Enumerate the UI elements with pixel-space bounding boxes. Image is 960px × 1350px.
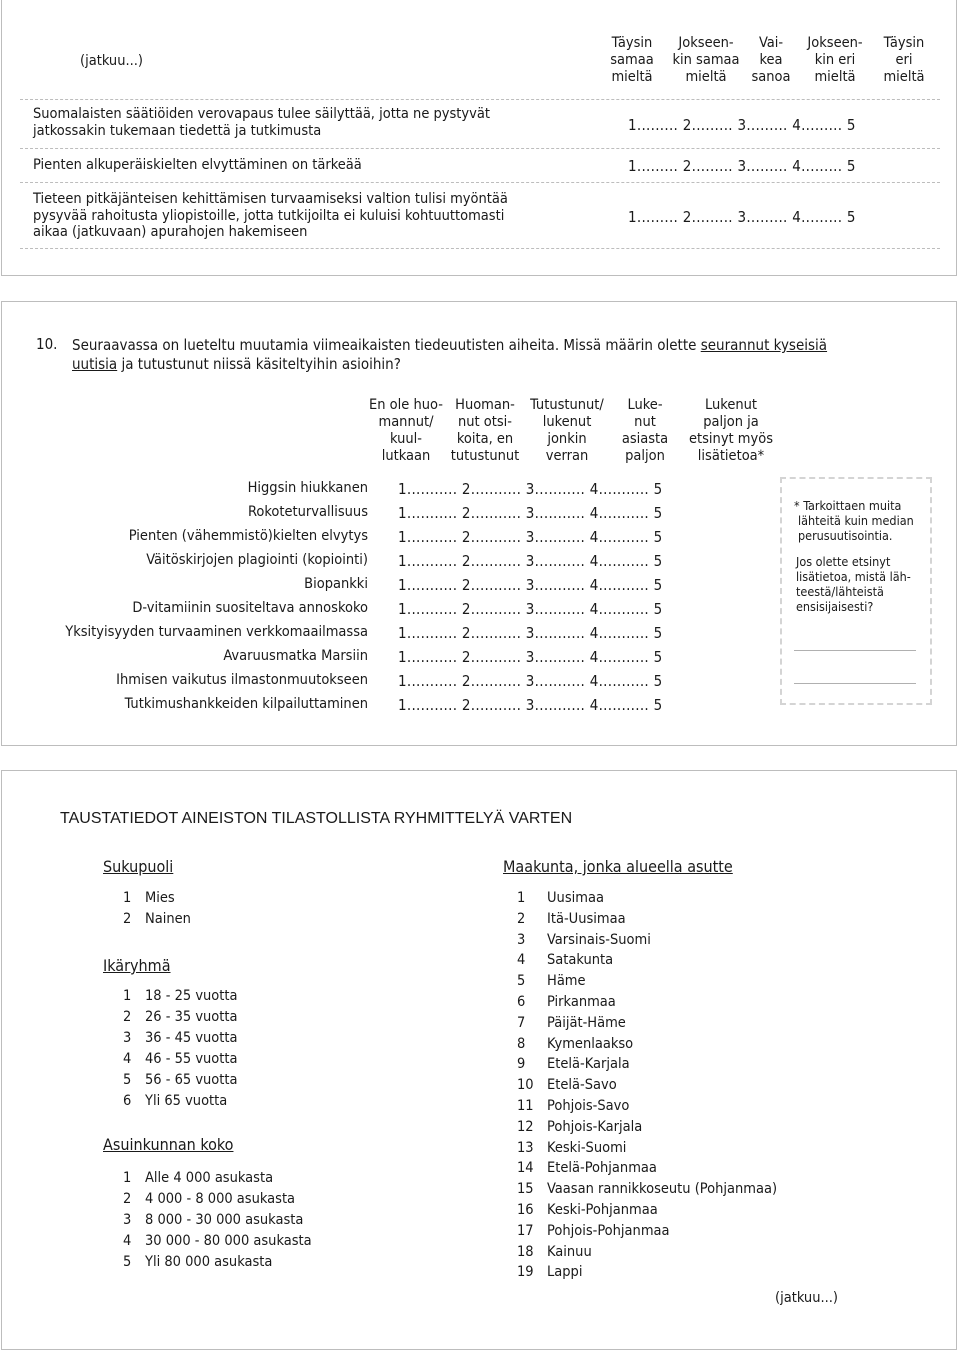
header-cannot-say: Vai- kea sanoa — [751, 35, 791, 85]
header-read-somewhat: Tutustunut/ lukenut jonkin verran — [530, 397, 604, 464]
topic-scale[interactable]: 1........... 2........... 3........... 4........... 5 — [398, 480, 663, 498]
topic-scale[interactable]: 1........... 2........... 3........... 4........... 5 — [398, 672, 663, 690]
region-option[interactable]: 2 Itä-Uusimaa — [517, 910, 626, 927]
region-option[interactable]: 8 Kymenlaakso — [517, 1035, 634, 1052]
topic-scale[interactable]: 1........... 2........... 3........... 4........... 5 — [398, 528, 663, 546]
municipality-options — [123, 1168, 312, 1273]
topic-label: Rokoteturvallisuus — [247, 504, 368, 520]
region-option[interactable]: 10 Etelä-Savo — [517, 1077, 617, 1094]
gender-option[interactable]: 2 Nainen — [123, 911, 191, 927]
region-option[interactable]: 12 Pohjois-Karjala — [517, 1118, 643, 1135]
topic-label: Higgsin hiukkanen — [247, 480, 368, 496]
region-options — [517, 888, 777, 1283]
region-option[interactable]: 14 Etelä-Pohjanmaa — [517, 1160, 657, 1177]
note-box — [780, 477, 932, 705]
region-option[interactable]: 11 Pohjois-Savo — [517, 1097, 630, 1114]
topic-label: Yksityisyyden turvaaminen verkkomaailmassa — [65, 624, 368, 640]
topic-scale[interactable]: 1........... 2........... 3........... 4........... 5 — [398, 552, 663, 570]
topic-label: Avaruusmatka Marsiin — [223, 648, 368, 664]
topic-scale[interactable]: 1........... 2........... 3........... 4........... 5 — [398, 696, 663, 714]
region-option[interactable]: 5 Häme — [517, 973, 586, 990]
statement-university-funding-scale[interactable]: 1......... 2......... 3......... 4......... 5 — [628, 208, 856, 226]
region-option[interactable]: 15 Vaasan rannikkoseutu (Pohjanmaa) — [517, 1181, 778, 1198]
age-option[interactable]: 1 18 - 25 vuotta — [123, 988, 238, 1004]
header-somewhat-disagree: Jokseen- kin eri mieltä — [807, 35, 863, 85]
gender-option[interactable]: 1 Mies — [123, 890, 175, 906]
municipality-option[interactable]: 3 8 000 - 30 000 asukasta — [123, 1212, 304, 1228]
statement-indigenous-languages: Pienten alkuperäiskielten elvyttäminen on tärkeää — [33, 157, 362, 173]
statement-foundation-tax: Suomalaisten säätiöiden verovapaus tulee säilyttää, jotta ne pystyvät jatkossakin tukemaan tiedettä ja tutkimusta — [33, 106, 490, 139]
age-option[interactable]: 3 36 - 45 vuotta — [123, 1030, 238, 1046]
age-option[interactable]: 2 26 - 35 vuotta — [123, 1009, 238, 1025]
municipality-option[interactable]: 4 30 000 - 80 000 asukasta — [123, 1233, 312, 1249]
statement-university-funding: Tieteen pitkäjänteisen kehittämisen turvaamiseksi valtion tulisi myöntää pysyvää rahoitusta yliopistoille, jotta tutkijoilta ei kuluisi kohtuuttomasti aikaa (jatkuvaan) apurahojen hakemiseen — [33, 191, 508, 240]
gender-heading: Sukupuoli — [103, 857, 174, 876]
topic-label: Pienten (vähemmistö)kielten elvytys — [128, 528, 368, 544]
question-10-text: Seuraavassa on lueteltu muutamia viimeaikaisten tiedeuutisten aiheita. Missä määrin olette seurannut kyseisiä uutisia ja tutustunut niissä käsiteltyihin asioihin? — [72, 336, 828, 373]
topic-label: Biopankki — [304, 576, 368, 592]
region-option[interactable]: 9 Etelä-Karjala — [517, 1056, 630, 1073]
municipality-heading: Asuinkunnan koko — [103, 1135, 234, 1154]
age-option[interactable]: 6 Yli 65 vuotta — [123, 1093, 228, 1109]
municipality-option[interactable]: 2 4 000 - 8 000 asukasta — [123, 1191, 296, 1207]
background-title: TAUSTATIEDOT AINEISTON TILASTOLLISTA RYHMITTELYÄ VARTEN — [60, 810, 573, 827]
topic-label: Väitöskirjojen plagiointi (kopiointi) — [146, 552, 368, 568]
region-option[interactable]: 6 Pirkanmaa — [517, 993, 616, 1010]
topic-scale[interactable]: 1........... 2........... 3........... 4........... 5 — [398, 624, 663, 642]
region-heading: Maakunta, jonka alueella asutte — [503, 857, 733, 876]
region-option[interactable]: 1 Uusimaa — [517, 890, 604, 906]
region-option[interactable]: 7 Päijät-Häme — [517, 1014, 626, 1031]
age-option[interactable]: 5 56 - 65 vuotta — [123, 1072, 238, 1088]
age-option[interactable]: 4 46 - 55 vuotta — [123, 1051, 238, 1067]
region-option[interactable]: 13 Keski-Suomi — [517, 1139, 627, 1156]
topic-label: D-vitamiinin suositeltava annoskoko — [132, 600, 368, 616]
region-option[interactable]: 16 Keski-Pohjanmaa — [517, 1201, 658, 1218]
region-option[interactable]: 3 Varsinais-Suomi — [517, 931, 651, 948]
region-option[interactable]: 4 Satakunta — [517, 952, 614, 969]
header-not-heard: En ole huo- mannut/ kuul- lutkaan — [369, 397, 443, 464]
statement-foundation-tax-scale[interactable]: 1......... 2......... 3......... 4......... 5 — [628, 116, 856, 134]
topic-scale[interactable]: 1........... 2........... 3........... 4........... 5 — [398, 576, 663, 594]
topic-scale[interactable]: 1........... 2........... 3........... 4........... 5 — [398, 504, 663, 522]
note-footnote: * Tarkoittaen muita lähteitä kuin median perusuutisointia. — [794, 498, 914, 543]
header-read-a-lot: Luke- nut asiasta paljon — [621, 397, 669, 464]
continued-label: (jatkuu...) — [80, 53, 143, 69]
note-answer-line[interactable] — [794, 650, 916, 651]
topic-label: Tutkimushankkeiden kilpailuttaminen — [124, 696, 368, 712]
region-option[interactable]: 19 Lappi — [517, 1264, 583, 1281]
topic-scale[interactable]: 1........... 2........... 3........... 4........... 5 — [398, 600, 663, 618]
topic-scale[interactable]: 1........... 2........... 3........... 4........... 5 — [398, 648, 663, 666]
statement-indigenous-languages-scale[interactable]: 1......... 2......... 3......... 4......... 5 — [628, 157, 856, 175]
municipality-option[interactable]: 5 Yli 80 000 asukasta — [123, 1254, 273, 1270]
header-strongly-disagree: Täysin eri mieltä — [883, 35, 925, 85]
gender-options — [123, 888, 191, 930]
header-somewhat-agree: Jokseen- kin samaa mieltä — [672, 35, 740, 85]
background-continued: (jatkuu...) — [775, 1290, 838, 1306]
region-option[interactable]: 17 Pohjois-Pohjanmaa — [517, 1222, 670, 1239]
question-10-number: 10. — [36, 335, 58, 353]
header-noticed-headlines: Huoman- nut otsi- koita, en tutustunut — [450, 397, 520, 464]
age-heading: Ikäryhmä — [103, 956, 171, 975]
topic-label: Ihmisen vaikutus ilmastonmuutokseen — [116, 672, 368, 688]
region-option[interactable]: 18 Kainuu — [517, 1243, 592, 1260]
age-options — [123, 986, 238, 1112]
note-source-question: Jos olette etsinyt lisätietoa, mistä läh- teestä/lähteistä ensisijaisesti? — [796, 554, 911, 614]
municipality-option[interactable]: 1 Alle 4 000 asukasta — [123, 1170, 274, 1186]
header-strongly-agree: Täysin samaa mieltä — [610, 35, 654, 85]
header-read-and-searched: Lukenut paljon ja etsinyt myös lisätietoa* — [688, 397, 773, 464]
note-answer-line[interactable] — [794, 683, 916, 684]
